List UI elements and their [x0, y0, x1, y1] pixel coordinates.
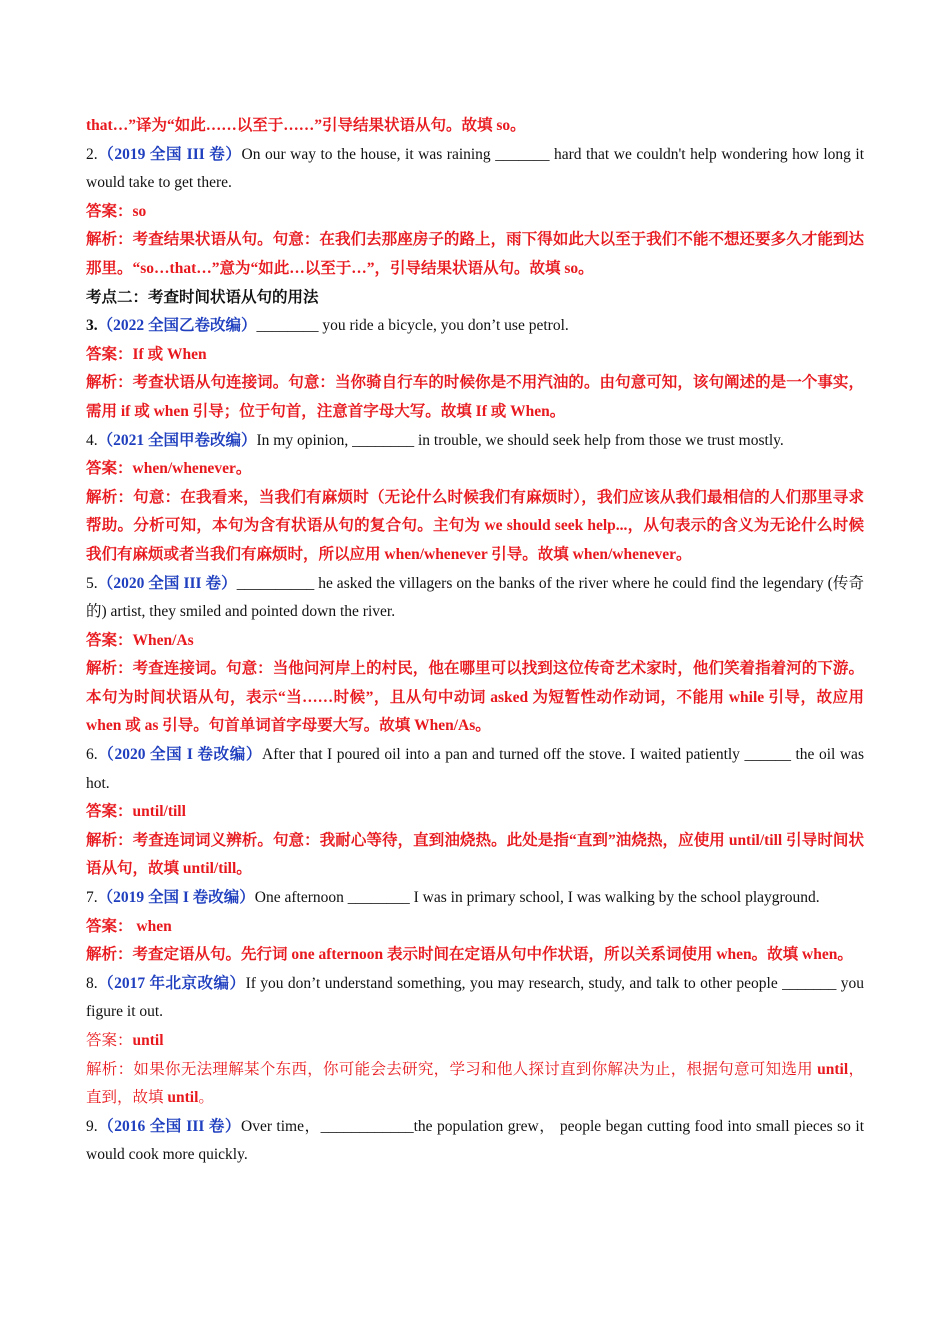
answer-label: 答案：: [86, 1032, 133, 1049]
answer-5: 答案：When/As: [86, 631, 194, 649]
question-source: （2019 全国 I 卷改编）: [97, 889, 255, 907]
question-source: （2019 全国 III 卷）: [97, 145, 242, 163]
section-title: 考点二：考查时间状语从句的用法: [86, 288, 319, 306]
question-6: [86, 741, 864, 798]
question-text: Over time，____________the population grew， people began cutting food into small pieces so it would cook more quickly.: [86, 1117, 864, 1164]
analysis-4: 解析：句意：在我看来，当我们有麻烦时（无论什么时候我们有麻烦时），我们应该从我们最相信的人们那里寻求帮助。分析可知，本句为含有状语从句的复合句。主句为 we should seek help...，从句表示的含义为无论什么时候我们有麻烦或者当我们有麻烦时，所以应用 when/whenever 引导。故填 when/whenever。: [86, 488, 864, 563]
analysis-keyword: until: [817, 1060, 849, 1078]
question-text: One afternoon ________ I was in primary school, I was walking by the school playground.: [254, 889, 820, 907]
question-2: [86, 141, 864, 198]
question-source: （2021 全国甲卷改编）: [97, 431, 257, 449]
analysis-7: 解析：考查定语从句。先行词 one afternoon 表示时间在定语从句中作状语，所以关系词使用 when。故填 when。: [86, 946, 853, 964]
analysis-3: 解析：考查状语从句连接词。句意：当你骑自行车的时候你是不用汽油的。由句意可知，该句阐述的是一个事实，需用 if 或 when 引导；位于句首，注意首字母大写。故填 If 或 When。: [86, 374, 864, 420]
question-8: [86, 970, 864, 1027]
answer-7: 答案： when: [86, 917, 172, 935]
question-number: 8.: [86, 974, 98, 992]
question-source: （2017 年北京改编）: [97, 974, 246, 992]
question-source: （2016 全国 III 卷）: [97, 1117, 241, 1135]
question-number: 2.: [86, 145, 98, 163]
answer-3: 答案：If 或 When: [86, 345, 207, 363]
question-source: （2022 全国乙卷改编）: [97, 317, 257, 335]
question-3: [86, 312, 864, 341]
question-number: 4.: [86, 431, 98, 449]
analysis-text: 解析：如果你无法理解某个东西，你可能会去研究，学习和他人探讨直到你解决为止，根据句意可知选用: [86, 1060, 818, 1078]
analysis-keyword: until: [167, 1089, 199, 1107]
analysis-6: 解析：考查连词词义辨析。句意：我耐心等待，直到油烧热。此处是指“直到”油烧热，应使用 until/till 引导时间状语从句，故填 until/till。: [86, 831, 864, 878]
question-text: If you don’t understand something, you may research, study, and talk to other people _______ you figure it out.: [86, 974, 864, 1021]
question-number: 9.: [86, 1117, 98, 1135]
intro-analysis-tail: that…”译为“如此……以至于……”引导结果状语从句。故填 so。: [86, 117, 526, 134]
question-number: 3.: [86, 317, 98, 335]
question-7: [86, 884, 864, 913]
answer-value: until: [132, 1032, 164, 1049]
question-text: ________ you ride a bicycle, you don’t use petrol.: [256, 317, 569, 335]
question-source: （2020 全国 I 卷改编）: [97, 746, 263, 764]
question-source: （2020 全国 III 卷）: [97, 574, 237, 592]
question-9: [86, 1113, 864, 1170]
question-4: [86, 427, 864, 456]
answer-8: [86, 1027, 864, 1056]
question-text: After that I poured oil into a pan and turned off the stove. I waited patiently ______ the oil was hot.: [86, 746, 864, 792]
analysis-text: 。: [198, 1089, 214, 1107]
question-number: 5.: [86, 574, 98, 592]
question-text: In my opinion, ________ in trouble, we should seek help from those we trust mostly.: [256, 431, 784, 449]
answer-4: 答案：when/whenever。: [86, 460, 252, 478]
answer-2: 答案：so: [86, 202, 147, 220]
question-number: 6.: [86, 746, 98, 764]
analysis-text: ，直到，故填: [86, 1060, 864, 1107]
analysis-8: [86, 1056, 864, 1113]
analysis-2: 解析：考查结果状语从句。句意：在我们去那座房子的路上，雨下得如此大以至于我们不能不想还要多久才能到达那里。“so…that…”意为“如此…以至于…”，引导结果状语从句。故填 so。: [86, 231, 864, 277]
question-text: On our way to the house, it was raining _______ hard that we couldn't help wondering how long it would take to get there.: [86, 145, 864, 192]
analysis-5: 解析：考查连接词。句意：当他问河岸上的村民，他在哪里可以找到这位传奇艺术家时，他们笑着指着河的下游。本句为时间状语从句，表示“当……时候”，且从句中动词 asked 为短暂性动作动词，不能用 while 引导，故应用 when 或 as 引导。句首单词首字母要大写。故填 When/As。: [86, 660, 864, 735]
question-number: 7.: [86, 889, 98, 907]
answer-6: 答案：until/till: [86, 803, 186, 821]
question-text: __________ he asked the villagers on the banks of the river where he could find the legendary (传奇的) artist, they smiled and pointed down the river.: [86, 574, 864, 621]
question-5: [86, 570, 864, 627]
